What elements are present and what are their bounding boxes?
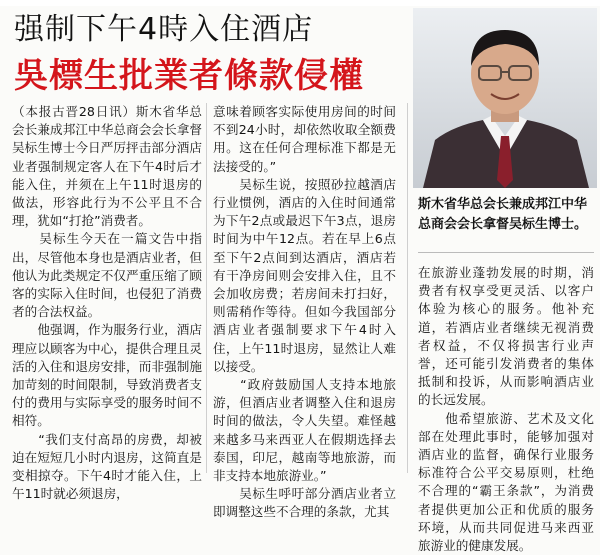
article-column-1: （本报古晋28日讯）斯木省华总会长兼成邦江中华总商会会长拿督吴标生博士今日严厉抨击部分酒店业者强制规定客人在下午4时后才能入住，并须在上午11时退房的做法，形容此行为不公平且不合理，犹如“打抢”消费者。 吴标生今天在一篇文告中指出，尽管他本身也是酒店业者，但他认为此类规定不仅严重压缩了顾客的实际入住时间，也侵犯了消费者的合法权益。 他强调，作为服务行业，酒店理应以顾客为中心，提供合理且灵活的入住和退房安排，而非强制施加苛刻的时间限制，导致消费者支付的费用与实际享受的服务时间不相符。 “我们支付高昂的房费，却被迫在短短几小时内退房，这简直是变相掠夺。下午4时才能入住，上午11时就必须退房，	[12, 104, 202, 502]
photo-caption: 斯木省华总会长兼成邦江中华总商会会长拿督吴标生博士。	[418, 197, 588, 232]
article-column-2: 意味着顾客实际使用房间的时间不到24小时，却依然收取全额费用。这在任何合理标准下都是无法接受的。” 吴标生说，按照砂拉越酒店行业惯例，酒店的入住时间通常为下午2点或最迟下午3点，退房时间为中午12点。若在早上6点至下午2点间到达酒店，酒店若有干净房间则会安排入住，且不会加收房费；若房间未打扫好，则需稍作等待。但如今我国部分酒店业者强制要求下午4时入住，上午11时退房，显然让人难以接受。 “政府鼓励国人支持本地旅游，但酒店业者调整入住和退房时间的做法，令人失望。难怪越来越多马来西亚人在假期选择去泰国，印尼，越南等地旅游，而非支持本地旅游业。” 吴标生呼吁部分酒店业者立即调整这些不合理的条款，尤其	[213, 104, 396, 520]
top-strip	[0, 0, 600, 6]
article-column-3: 在旅游业蓬勃发展的时期，消费者有权享受更灵活、以客户体验为核心的服务。他补充道，若酒店业者继续无视消费者权益，不仅将损害行业声誉，还可能引发消费者的集体抵制和投诉，从而影响酒店业的长远发展。 他希望旅游、艺术及文化部在处理此事时，能够加强对酒店业的监督，确保行业服务标准符合公平交易原则，杜绝不合理的“霸王条款”，为消费者提供更加公正和优质的服务环境，从而共同促进马来西亚旅游业的健康发展。	[418, 265, 594, 554]
column-divider	[206, 103, 207, 473]
portrait-illustration	[413, 8, 597, 188]
article-kicker: 强制下午4時入住酒店	[14, 12, 314, 47]
article-headline: 吳標生批業者條款侵權	[14, 56, 364, 96]
caption-divider	[418, 252, 594, 253]
column-divider	[407, 103, 408, 473]
portrait-photo	[413, 8, 597, 188]
